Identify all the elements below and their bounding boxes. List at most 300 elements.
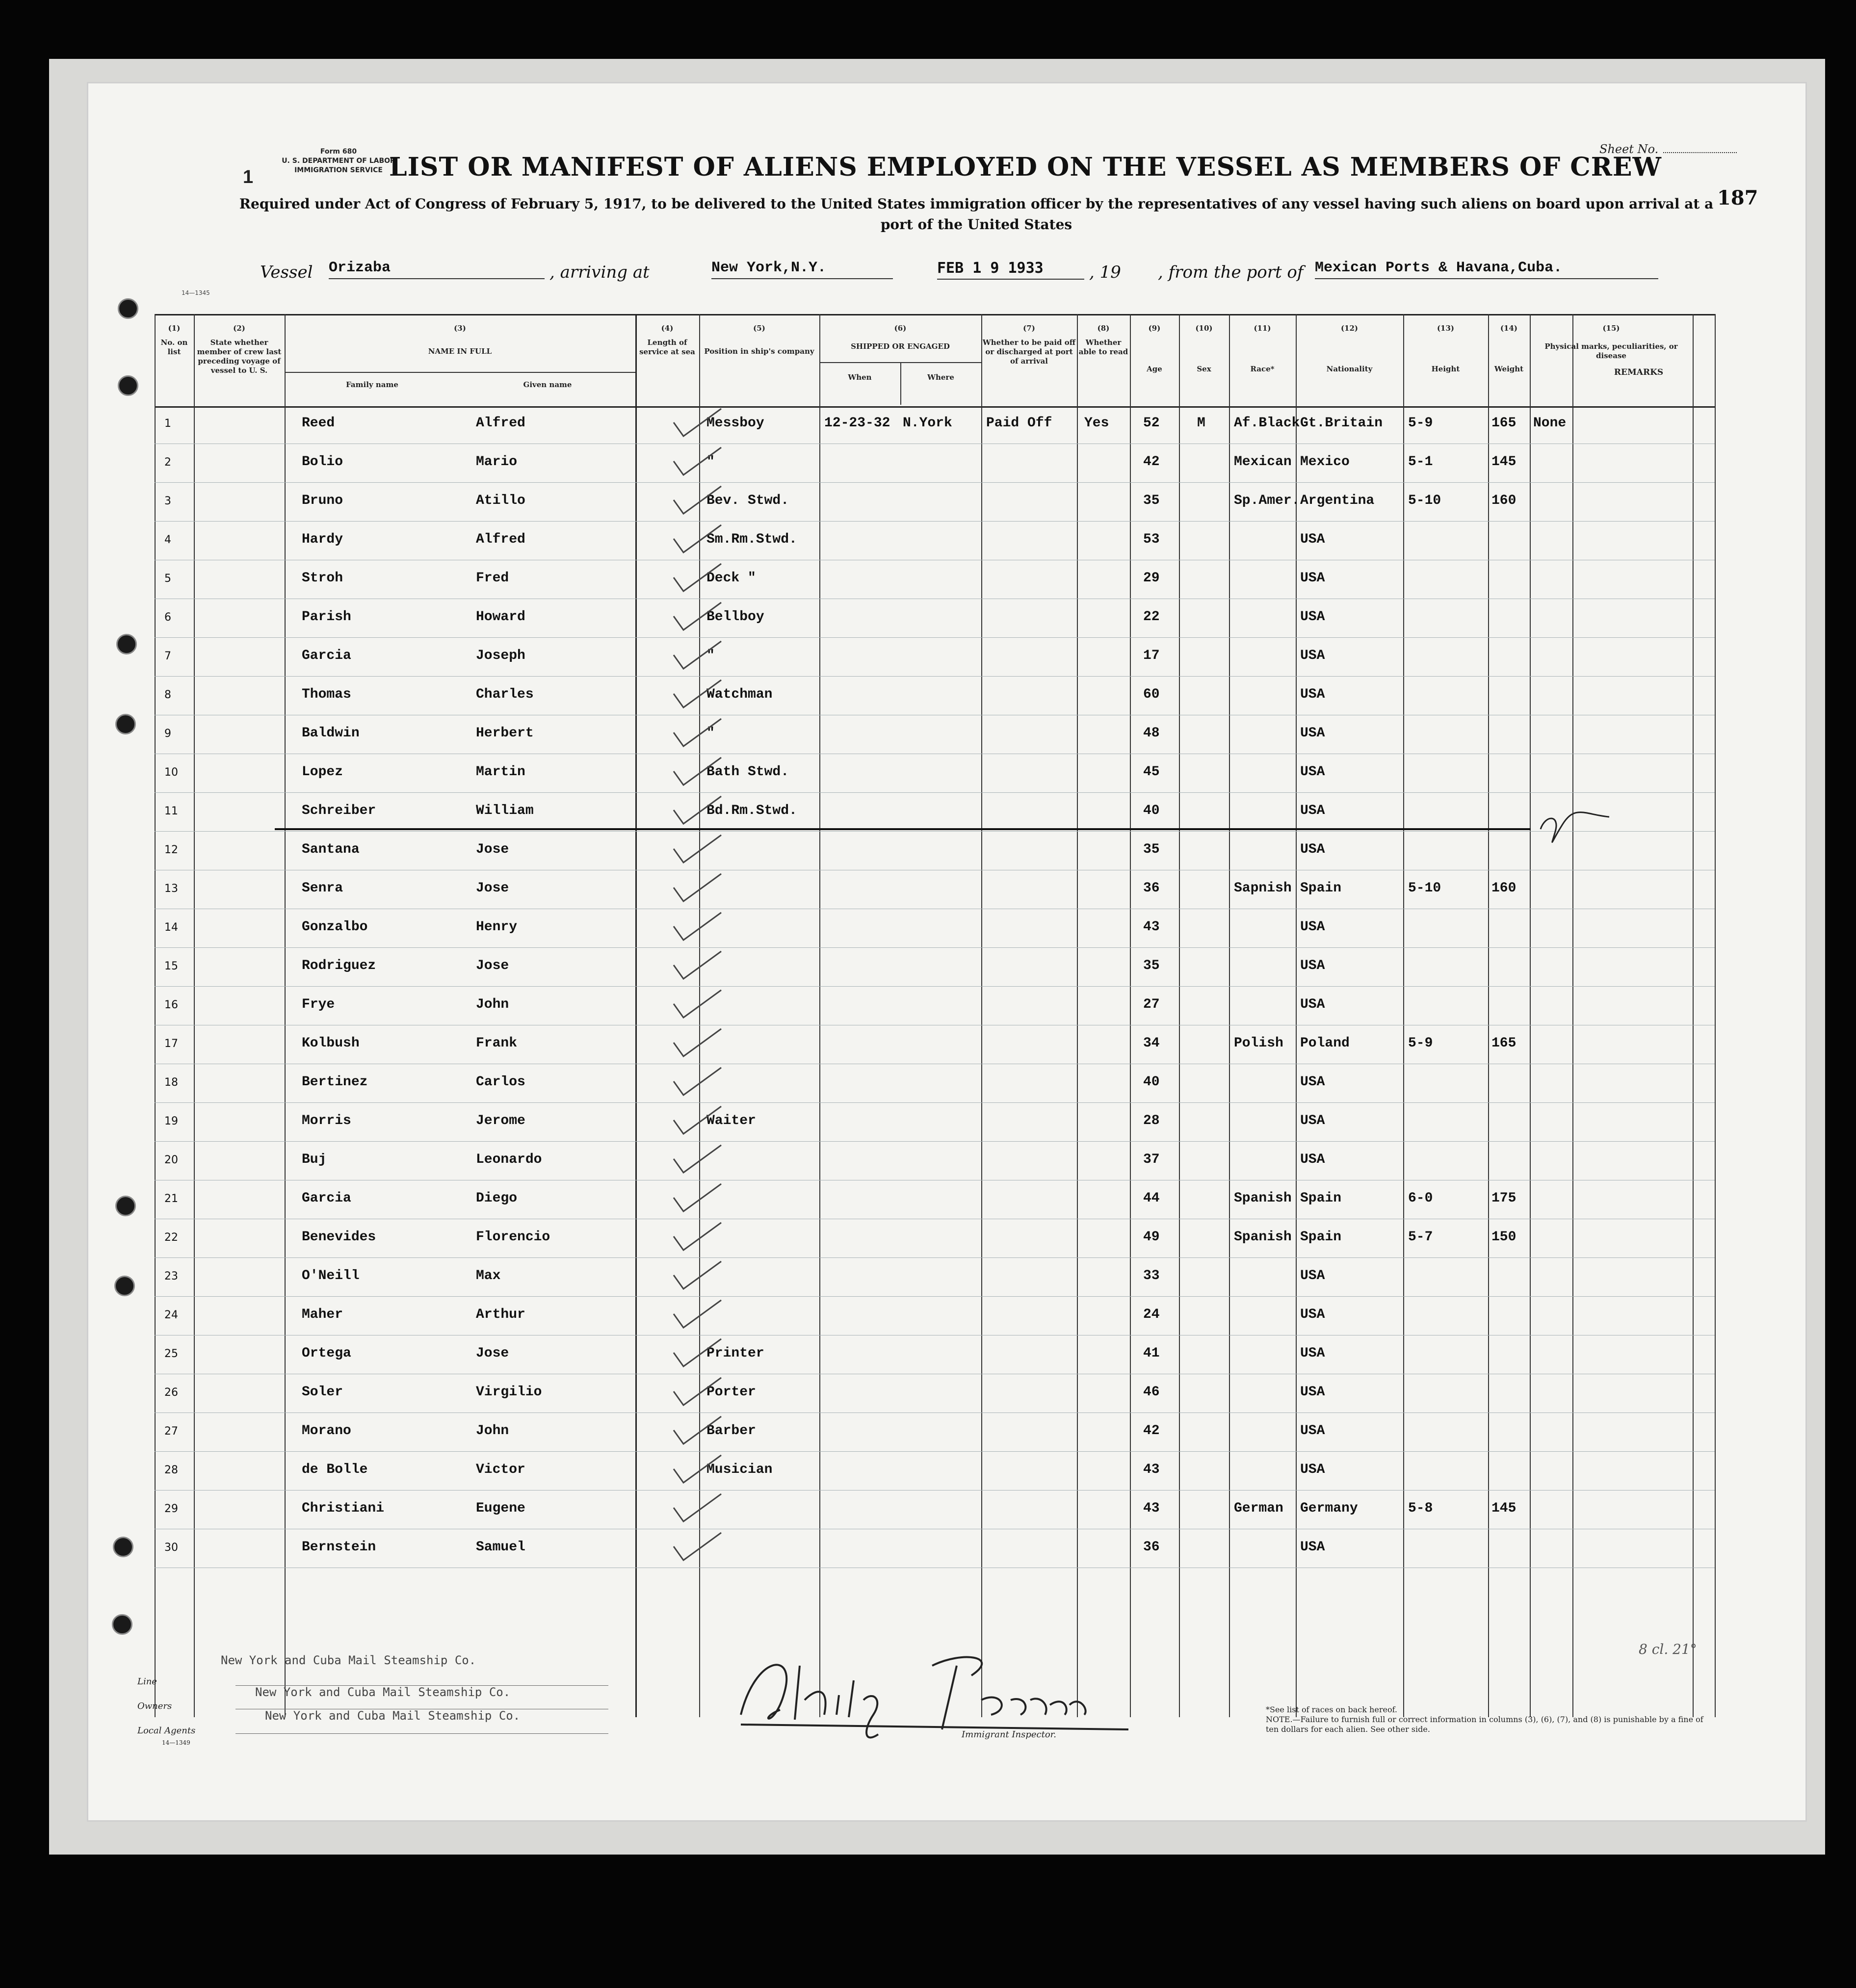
cell-paid: Paid Off (986, 416, 1052, 431)
cell-given: Jose (476, 881, 509, 896)
table-row (155, 560, 1715, 598)
cell-family: Senra (302, 881, 343, 896)
header-col-8 (1077, 324, 1130, 357)
check-mark (670, 1260, 724, 1290)
cell-family: Baldwin (302, 726, 360, 741)
cell-race: Polish (1234, 1036, 1283, 1051)
header-col-13-number: (13) (1437, 324, 1455, 333)
table-row (155, 1529, 1715, 1567)
page-number: 187 (1717, 186, 1758, 209)
table-row (155, 831, 1715, 869)
cell-where: N.York (903, 416, 952, 431)
check-mark (670, 1377, 724, 1406)
header-col-6 (819, 324, 981, 351)
cell-family: Soler (302, 1385, 343, 1400)
from-port: Mexican Ports & Havana,Cuba. (1315, 260, 1658, 279)
cell-given: Alfred (476, 416, 525, 431)
cell-nationality: USA (1300, 1462, 1325, 1477)
header-col-5-label: Position in ship's company (704, 347, 814, 356)
cell-nationality: USA (1300, 1074, 1325, 1090)
cell-given: Atillo (476, 493, 525, 508)
table-row (155, 1296, 1715, 1334)
header-col-9-label: Age (1147, 365, 1162, 373)
cell-given: Virgilio (476, 1385, 542, 1400)
cell-no: 17 (164, 1038, 178, 1050)
cell-weight: 175 (1491, 1191, 1516, 1206)
check-mark (670, 679, 724, 708)
cell-given: Jerome (476, 1113, 525, 1128)
cell-no: 21 (164, 1193, 178, 1205)
cell-family: Schreiber (302, 803, 376, 818)
cell-no: 1 (164, 418, 171, 430)
header-col-1 (155, 324, 194, 357)
header-col-7 (981, 324, 1077, 366)
vessel-info-row (260, 262, 1855, 287)
cell-family: Parish (302, 609, 351, 625)
check-mark (670, 602, 724, 631)
cell-marks: None (1533, 416, 1567, 431)
cell-nationality: USA (1300, 803, 1325, 818)
cell-position: Watchman (706, 687, 773, 702)
table-row (155, 1335, 1715, 1373)
cell-no: 23 (164, 1270, 178, 1282)
punch-hole (118, 375, 138, 396)
header-col-3-number: (3) (454, 324, 466, 333)
check-mark (670, 718, 724, 747)
handwritten-mark (1536, 805, 1614, 849)
header-given-name: Given name (523, 380, 572, 389)
header-col-2-label: State whether member of crew last preceding voyage of vessel to U. S. (197, 338, 282, 375)
cell-no: 3 (164, 495, 171, 507)
cell-given: Florencio (476, 1229, 550, 1245)
cell-weight: 150 (1491, 1229, 1516, 1245)
check-mark (670, 1299, 724, 1329)
cell-position: Bd.Rm.Stwd. (706, 803, 797, 818)
header-col-14-number: (14) (1500, 324, 1518, 333)
cell-height: 6-0 (1408, 1191, 1433, 1206)
check-mark (670, 757, 724, 786)
cell-age: 43 (1143, 1462, 1160, 1477)
cell-age: 33 (1143, 1268, 1160, 1283)
table-row (155, 715, 1715, 753)
header-col-10-number: (10) (1195, 324, 1213, 333)
cell-given: Arthur (476, 1307, 525, 1322)
punch-hole (115, 714, 136, 734)
cell-no: 28 (164, 1464, 178, 1476)
check-mark (670, 563, 724, 592)
cell-height: 5-10 (1408, 881, 1441, 896)
cell-weight: 165 (1491, 1036, 1516, 1051)
cell-age: 24 (1143, 1307, 1160, 1322)
cell-given: Howard (476, 609, 525, 625)
cell-age: 36 (1143, 881, 1160, 896)
check-mark (670, 408, 724, 437)
cell-family: Garcia (302, 648, 351, 663)
cell-given: Max (476, 1268, 501, 1283)
header-col-10 (1179, 324, 1229, 374)
cell-position: Printer (706, 1346, 764, 1361)
check-mark (670, 873, 724, 902)
header-col-4-label: Length of service at sea (639, 338, 695, 356)
header-col-4-number: (4) (661, 324, 674, 333)
cell-when: 12-23-32 (824, 416, 890, 431)
cell-age: 34 (1143, 1036, 1160, 1051)
cell-nationality: Spain (1300, 1229, 1342, 1245)
punch-hole (112, 1614, 132, 1635)
cell-nationality: USA (1300, 1540, 1325, 1555)
table-row (155, 1257, 1715, 1296)
year-label: , 19 (1089, 262, 1121, 282)
header-col-7-label: Whether to be paid off or discharged at port of arrival (982, 338, 1076, 366)
cell-no: 29 (164, 1503, 178, 1515)
header-col-2 (194, 324, 285, 375)
cell-nationality: USA (1300, 764, 1325, 780)
cell-position: Barber (706, 1423, 756, 1439)
cell-family: Bertinez (302, 1074, 368, 1090)
cell-given: Mario (476, 454, 518, 470)
cell-no: 4 (164, 534, 171, 546)
cell-weight: 145 (1491, 1501, 1516, 1516)
cell-height: 5-9 (1408, 1036, 1433, 1051)
cell-nationality: USA (1300, 726, 1325, 741)
cell-age: 45 (1143, 764, 1160, 780)
table-row (155, 754, 1715, 792)
header-col-4 (635, 324, 699, 357)
punch-hole (113, 1537, 133, 1557)
cell-age: 42 (1143, 1423, 1160, 1439)
check-mark (670, 640, 724, 670)
department: U. S. DEPARTMENT OF LABOR (282, 157, 395, 165)
note-penalty: NOTE.—Failure to furnish full or correct information in columns (3), (6), (7), and (8) is punishable by a fine of ten dollars for each alien. See other side. (1266, 1715, 1703, 1734)
cell-no: 18 (164, 1076, 178, 1089)
header-when: When (848, 373, 872, 382)
arrival-date: FEB 1 9 1933 (937, 260, 1084, 280)
check-mark (670, 1338, 724, 1367)
check-mark (670, 446, 724, 476)
cell-height: 5-1 (1408, 454, 1433, 470)
owners-label: Owners (137, 1701, 172, 1711)
cell-nationality: USA (1300, 1385, 1325, 1400)
cell-no: 5 (164, 573, 171, 585)
cell-age: 27 (1143, 997, 1160, 1012)
line-value: New York and Cuba Mail Steamship Co. (221, 1653, 476, 1667)
cell-position: Bev. Stwd. (706, 493, 789, 508)
vessel-label: Vessel (260, 262, 313, 282)
cell-nationality: Gt.Britain (1300, 416, 1383, 431)
check-mark (670, 989, 724, 1019)
agents-code: 14—1349 (162, 1739, 190, 1746)
cell-family: Bolio (302, 454, 343, 470)
cell-nationality: Germany (1300, 1501, 1358, 1516)
check-mark (670, 1222, 724, 1251)
table-row (155, 909, 1715, 947)
sheet-number-label: Sheet No. (1599, 142, 1659, 156)
cell-family: Santana (302, 842, 360, 857)
check-mark (670, 1183, 724, 1212)
punch-hole (115, 1196, 136, 1216)
header-col-11-number: (11) (1254, 324, 1271, 333)
cell-race: Spanish (1234, 1229, 1292, 1245)
check-mark (670, 1454, 724, 1484)
cell-nationality: USA (1300, 648, 1325, 663)
cell-given: Joseph (476, 648, 525, 663)
table-row (155, 947, 1715, 986)
cell-given: Jose (476, 1346, 509, 1361)
check-mark (670, 795, 724, 825)
punch-hole (114, 1276, 135, 1296)
cell-read: Yes (1084, 416, 1109, 431)
cell-no: 20 (164, 1154, 178, 1166)
cell-family: Hardy (302, 532, 343, 547)
table-row (155, 444, 1715, 482)
header-col-2-number: (2) (233, 324, 245, 333)
cell-position: Bath Stwd. (706, 764, 789, 780)
check-mark (670, 1144, 724, 1174)
note-races: *See list of races on back hereof. (1266, 1705, 1398, 1714)
cell-age: 35 (1143, 958, 1160, 973)
cell-height: 5-10 (1408, 493, 1441, 508)
cell-nationality: USA (1300, 919, 1325, 935)
local-agents-label: Local Agents (137, 1726, 196, 1736)
document-subtitle (157, 194, 1796, 235)
table-row (155, 1413, 1715, 1451)
subtitle-line-2: port of the United States (880, 216, 1072, 233)
header-family-name: Family name (346, 380, 398, 389)
cell-given: William (476, 803, 534, 818)
cell-family: Bruno (302, 493, 343, 508)
check-mark (670, 1028, 724, 1057)
cell-family: Stroh (302, 571, 343, 586)
document-title: LIST OR MANIFEST OF ALIENS EMPLOYED ON THE VESSEL AS MEMBERS OF CREW (389, 152, 1662, 182)
table-row (155, 986, 1715, 1024)
header-col-14 (1488, 324, 1530, 374)
cell-age: 40 (1143, 803, 1160, 818)
cell-position: " (706, 726, 715, 741)
cell-no: 26 (164, 1386, 178, 1399)
table-row (155, 1102, 1715, 1141)
header-col-1-number: (1) (168, 324, 181, 333)
cell-given: Henry (476, 919, 518, 935)
header-col-16: REMARKS (1614, 367, 1664, 377)
cell-age: 17 (1143, 648, 1160, 663)
sheet-mark: 1 (243, 167, 254, 187)
header-col-3-label: NAME IN FULL (428, 347, 492, 356)
cell-family: Christiani (302, 1501, 385, 1516)
cell-no: 24 (164, 1309, 178, 1321)
subtitle-line-1: Required under Act of Congress of February 5, 1917, to be delivered to the United States immigration officer by the representatives of any vessel having such aliens on board upon arrival at a (239, 196, 1714, 212)
header-col-6-label: SHIPPED OR ENGAGED (851, 342, 950, 351)
cell-age: 49 (1143, 1229, 1160, 1245)
cell-age: 53 (1143, 532, 1160, 547)
cell-family: Bernstein (302, 1540, 376, 1555)
check-mark (670, 834, 724, 863)
cell-given: Jose (476, 958, 509, 973)
header-col-12-number: (12) (1340, 324, 1359, 333)
cell-age: 37 (1143, 1152, 1160, 1167)
table-row (155, 870, 1715, 908)
header-col-14-label: Weight (1494, 365, 1524, 373)
table-row (155, 1025, 1715, 1063)
punch-hole (116, 634, 137, 654)
cell-no: 6 (164, 611, 171, 624)
cell-family: Reed (302, 416, 335, 431)
vessel-name: Orizaba (329, 260, 545, 279)
cell-no: 30 (164, 1542, 178, 1554)
table-row (155, 1180, 1715, 1218)
from-port-label: , from the port of (1158, 262, 1304, 282)
header-col-6-number: (6) (894, 324, 907, 333)
cell-given: Carlos (476, 1074, 525, 1090)
check-mark (670, 1415, 724, 1445)
cell-family: Kolbush (302, 1036, 360, 1051)
cell-age: 35 (1143, 493, 1160, 508)
cell-family: Gonzalbo (302, 919, 368, 935)
cell-nationality: Spain (1300, 1191, 1342, 1206)
cell-family: de Bolle (302, 1462, 368, 1477)
cell-given: Jose (476, 842, 509, 857)
strike-through-line (275, 828, 1531, 830)
cell-position: " (706, 454, 715, 470)
header-col-7-number: (7) (1023, 324, 1035, 333)
table-row (155, 1141, 1715, 1179)
header-col-5 (699, 324, 819, 356)
cell-nationality: Mexico (1300, 454, 1350, 470)
cell-age: 22 (1143, 609, 1160, 625)
cell-age: 43 (1143, 1501, 1160, 1516)
cell-no: 2 (164, 456, 171, 469)
cell-given: John (476, 997, 509, 1012)
service: IMMIGRATION SERVICE (294, 166, 383, 174)
cell-age: 60 (1143, 687, 1160, 702)
table-row (155, 482, 1715, 521)
cell-no: 8 (164, 689, 171, 701)
cell-age: 29 (1143, 571, 1160, 586)
header-col-9-number: (9) (1148, 324, 1161, 333)
cell-age: 43 (1143, 919, 1160, 935)
punch-hole (118, 298, 138, 319)
cell-sex: M (1197, 416, 1205, 431)
check-mark (670, 1493, 724, 1522)
header-col-3 (285, 324, 635, 356)
form-code: 14—1345 (182, 289, 210, 296)
header-col-11-label: Race* (1250, 365, 1275, 373)
cell-family: Rodriguez (302, 958, 376, 973)
cell-nationality: USA (1300, 532, 1325, 547)
check-mark (670, 485, 724, 515)
cell-age: 36 (1143, 1540, 1160, 1555)
header-col-11 (1229, 324, 1296, 374)
cell-race: German (1234, 1501, 1283, 1516)
header-col-15-label: Physical marks, peculiarities, or disease (1544, 342, 1678, 360)
crew-table (155, 314, 1715, 1619)
cell-nationality: USA (1300, 1307, 1325, 1322)
cell-height: 5-7 (1408, 1229, 1433, 1245)
header-col-10-label: Sex (1197, 365, 1211, 373)
cell-no: 7 (164, 650, 171, 662)
cell-family: O'Neill (302, 1268, 360, 1283)
cell-age: 48 (1143, 726, 1160, 741)
manifest-footer (137, 1636, 1707, 1764)
cell-position: " (706, 648, 715, 663)
cell-no: 19 (164, 1115, 178, 1127)
cell-family: Morris (302, 1113, 351, 1128)
table-row (155, 1451, 1715, 1490)
cell-given: Diego (476, 1191, 518, 1206)
arriving-label: , arriving at (549, 262, 650, 282)
cell-height: 5-8 (1408, 1501, 1433, 1516)
cell-family: Lopez (302, 764, 343, 780)
cell-weight: 160 (1491, 881, 1516, 896)
table-row (155, 1490, 1715, 1528)
cell-no: 16 (164, 999, 178, 1011)
check-mark (670, 1532, 724, 1561)
cell-weight: 145 (1491, 454, 1516, 470)
form-number: Form 680 (320, 148, 357, 156)
cell-age: 44 (1143, 1191, 1160, 1206)
margin-note: 8 cl. 21° (1639, 1641, 1697, 1657)
header-col-9 (1130, 324, 1179, 374)
cell-family: Benevides (302, 1229, 376, 1245)
table-row (155, 1219, 1715, 1257)
cell-nationality: USA (1300, 609, 1325, 625)
cell-no: 27 (164, 1425, 178, 1438)
inspector-caption: Immigrant Inspector. (962, 1729, 1057, 1740)
check-mark (670, 1067, 724, 1096)
cell-family: Ortega (302, 1346, 351, 1361)
cell-position: Waiter (706, 1113, 756, 1128)
cell-position: Deck " (706, 571, 756, 586)
cell-position: Bellboy (706, 609, 764, 625)
cell-position: Sm.Rm.Stwd. (706, 532, 797, 547)
arriving-port: New York,N.Y. (711, 260, 893, 279)
cell-nationality: USA (1300, 997, 1325, 1012)
cell-nationality: Argentina (1300, 493, 1375, 508)
cell-race: Sp.Amer. (1234, 493, 1300, 508)
header-col-12-label: Nationality (1326, 365, 1373, 373)
cell-no: 12 (164, 844, 178, 856)
cell-no: 13 (164, 883, 178, 895)
cell-given: Herbert (476, 726, 534, 741)
cell-given: Charles (476, 687, 534, 702)
cell-nationality: USA (1300, 1113, 1325, 1128)
cell-height: 5-9 (1408, 416, 1433, 431)
header-col-8-label: Whether able to read (1078, 338, 1128, 356)
cell-nationality: USA (1300, 1268, 1325, 1283)
header-col-5-number: (5) (753, 324, 765, 333)
header-col-1-label: No. on list (160, 338, 188, 356)
header-col-15-number: (15) (1602, 324, 1620, 333)
header-col-13-label: Height (1431, 365, 1460, 373)
cell-no: 9 (164, 728, 171, 740)
check-mark (670, 1105, 724, 1135)
cell-family: Frye (302, 997, 335, 1012)
cell-nationality: USA (1300, 571, 1325, 586)
header-where: Where (927, 373, 954, 382)
table-row (155, 637, 1715, 676)
cell-no: 25 (164, 1348, 178, 1360)
header-col-8-number: (8) (1097, 324, 1110, 333)
cell-nationality: Poland (1300, 1036, 1350, 1051)
cell-given: John (476, 1423, 509, 1439)
cell-given: Leonardo (476, 1152, 542, 1167)
table-row (155, 1064, 1715, 1102)
header-col-15 (1530, 324, 1693, 361)
cell-age: 35 (1143, 842, 1160, 857)
cell-age: 40 (1143, 1074, 1160, 1090)
cell-given: Alfred (476, 532, 525, 547)
cell-race: Sapnish (1234, 881, 1292, 896)
cell-given: Eugene (476, 1501, 525, 1516)
